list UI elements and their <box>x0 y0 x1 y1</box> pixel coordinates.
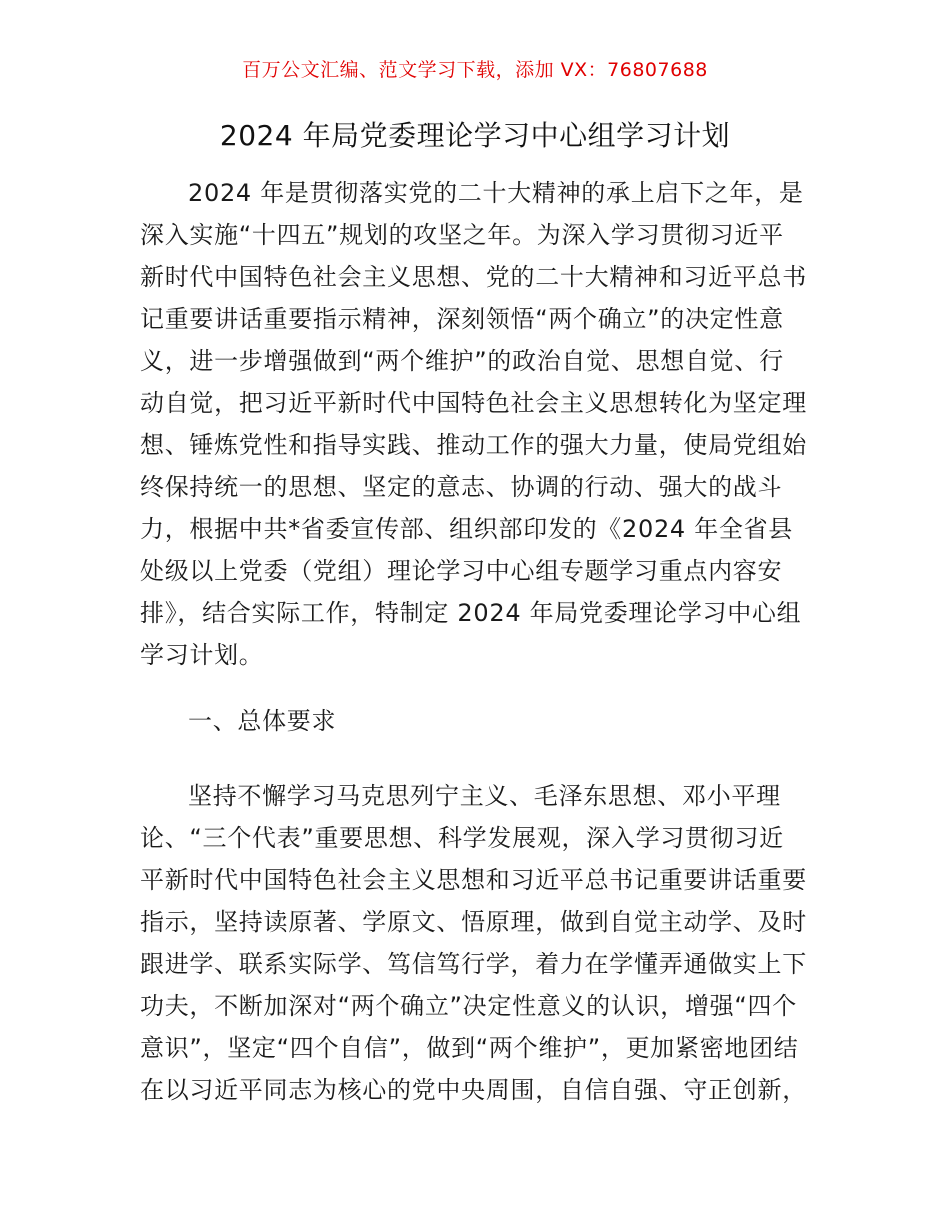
paragraph-line: 平新时代中国特色社会主义思想和习近平总书记重要讲话重要 <box>140 866 807 894</box>
watermark-banner: 百万公文汇编、范文学习下载，添加 VX：76807688 <box>242 59 708 81</box>
paragraph-line: 排》，结合实际工作，特制定 2024 年局党委理论学习中心组 <box>140 599 802 627</box>
paragraph-line: 深入实施“十四五”规划的攻坚之年。为深入学习贯彻习近平 <box>140 221 784 249</box>
section-paragraph <box>140 775 812 1111</box>
paragraph-line: 动自觉，把习近平新时代中国特色社会主义思想转化为坚定理 <box>140 389 807 417</box>
paragraph-line: 学习计划。 <box>140 641 264 669</box>
paragraph-line: 功夫，不断加深对“两个确立”决定性意义的认识，增强“四个 <box>140 992 797 1020</box>
section-heading <box>140 700 812 742</box>
paragraph-line: 论、“三个代表”重要思想、科学发展观，深入学习贯彻习近 <box>140 824 784 852</box>
paragraph-line: 新时代中国特色社会主义思想、党的二十大精神和习近平总书 <box>140 263 807 291</box>
paragraph-line: 跟进学、联系实际学、笃信笃行学，着力在学懂弄通做实上下 <box>140 950 807 978</box>
paragraph-line: 坚持不懈学习马克思列宁主义、毛泽东思想、邓小平理 <box>188 782 781 810</box>
paragraph-line: 意识”，坚定“四个自信”，做到“两个维护”，更加紧密地团结 <box>140 1034 799 1062</box>
paragraph-line: 想、锤炼党性和指导实践、推动工作的强大力量，使局党组始 <box>140 431 807 459</box>
section-heading-text: 一、总体要求 <box>188 707 337 735</box>
paragraph-line: 指示，坚持读原著、学原文、悟原理，做到自觉主动学、及时 <box>140 908 807 936</box>
paragraph-line: 终保持统一的思想、坚定的意志、协调的行动、强大的战斗 <box>140 473 783 501</box>
document-title: 2024 年局党委理论学习中心组学习计划 <box>219 119 731 152</box>
paragraph-line: 力，根据中共*省委宣传部、组织部印发的《2024 年全省县 <box>140 515 794 543</box>
intro-paragraph <box>140 172 812 676</box>
paragraph-line: 处级以上党委（党组）理论学习中心组专题学习重点内容安 <box>140 557 783 585</box>
paragraph-line: 在以习近平同志为核心的党中央周围，自信自强、守正创新， <box>140 1076 807 1104</box>
paragraph-line: 记重要讲话重要指示精神，深刻领悟“两个确立”的决定性意 <box>140 305 784 333</box>
paragraph-line: 义，进一步增强做到“两个维护”的政治自觉、思想自觉、行 <box>140 347 784 375</box>
paragraph-line: 2024 年是贯彻落实党的二十大精神的承上启下之年，是 <box>188 179 804 207</box>
